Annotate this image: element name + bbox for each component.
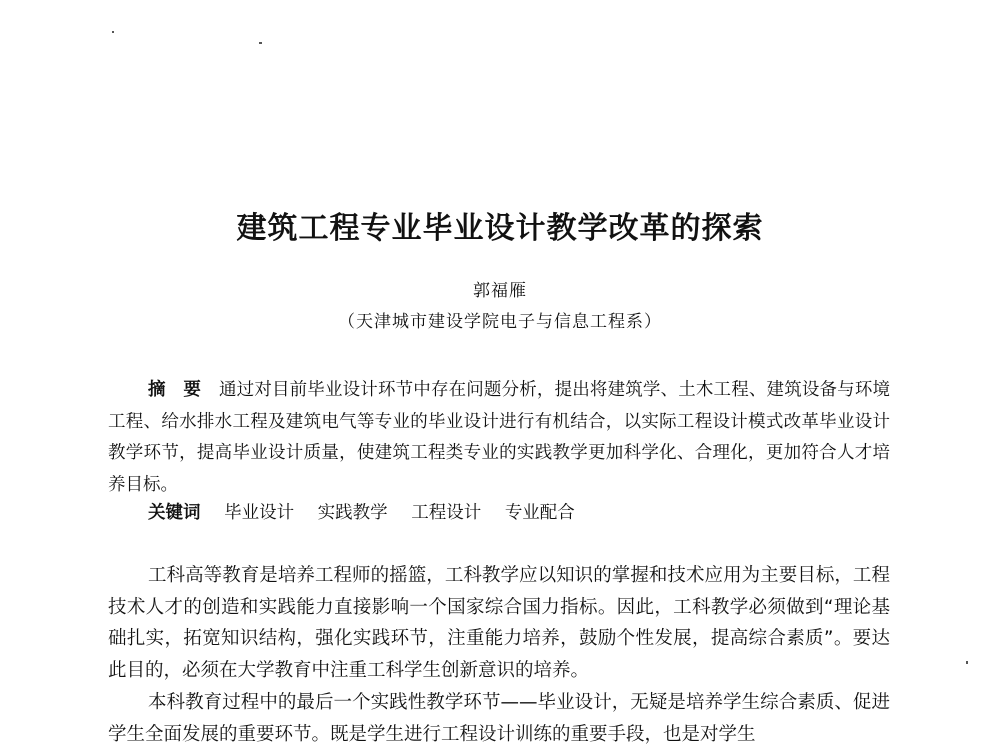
keyword: 专业配合 [504, 503, 575, 523]
author-affiliation: （天津城市建设学院电子与信息工程系） [338, 312, 662, 332]
keyword: 实践教学 [317, 503, 388, 523]
body-paragraph: 本科教育过程中的最后一个实践性教学环节——毕业设计，无疑是培养学生综合素质、促进学生全面发展的重要环节。既是学生进行工程设计训练的重要手段，也是对学生 [108, 692, 890, 745]
keywords-label: 关键词 [148, 503, 201, 523]
paper-title: 建筑工程专业毕业设计教学改革的探索 [236, 211, 764, 246]
author-name: 郭福雁 [473, 281, 527, 301]
keyword: 工程设计 [411, 503, 482, 523]
scan-speck [112, 31, 114, 33]
scan-speck [259, 42, 262, 44]
abstract [108, 375, 890, 501]
abstract-label: 摘 要 [148, 380, 201, 400]
abstract-text: 通过对目前毕业设计环节中存在问题分析，提出将建筑学、土木工程、建筑设备与环境工程、给水排水工程及建筑电气等专业的毕业设计进行有机结合，以实际工程设计模式改革毕业设计教学环节，提高毕业设计质量，使建筑工程类专业的实践教学更加科学化、合理化，更加符合人才培养目标。 [108, 380, 891, 495]
scan-speck [966, 661, 968, 664]
body-paragraph: 工科高等教育是培养工程师的摇篮，工科教学应以知识的掌握和技术应用为主要目标，工程技术人才的创造和实践能力直接影响一个国家综合国力指标。因此，工科教学必须做到“理论基础扎实，拓宽知识结构，强化实践环节，注重能力培养，鼓励个性发展，提高综合素质”。要达此目的，必须在大学教育中注重工科学生创新意识的培养。 [108, 565, 890, 681]
keywords [148, 499, 593, 527]
keyword: 毕业设计 [224, 503, 295, 523]
